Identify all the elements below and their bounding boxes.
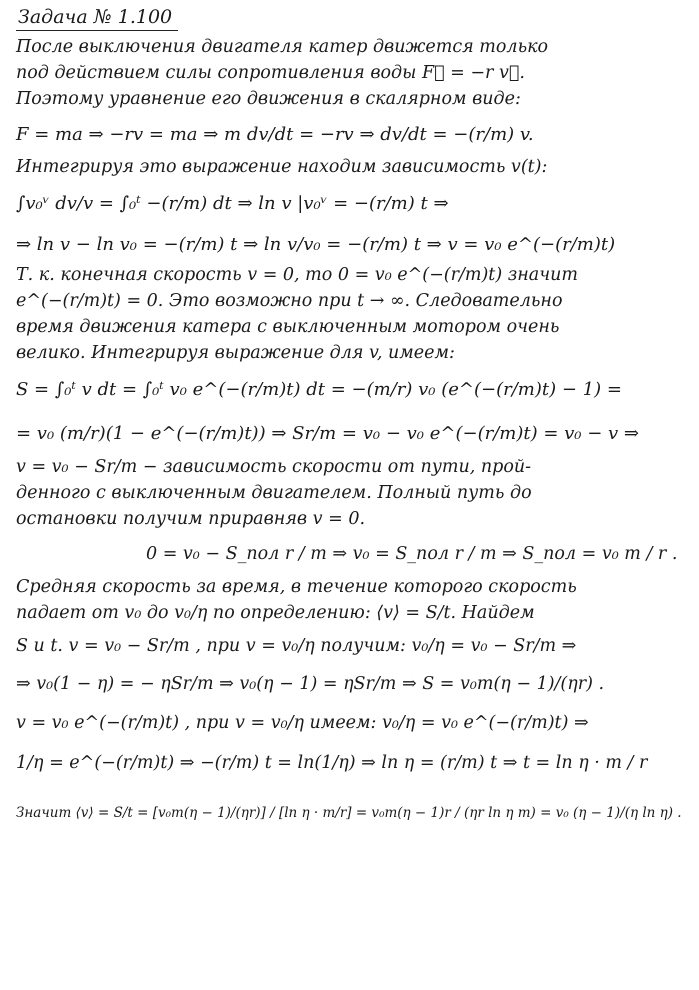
text-line-7: время движения катера с выключенным мотором очень bbox=[16, 317, 560, 338]
formula-full-path: 0 = v₀ − S_пол r / m ⇒ v₀ = S_пол r / m ⇒ S_пол = v₀ m / r . bbox=[146, 544, 678, 564]
text-line-12: Средняя скорость за время, в течение которого скорость bbox=[16, 577, 577, 598]
text-line-10: денного с выключенным двигателем. Полный путь до bbox=[16, 483, 532, 504]
text-line-6: e^(−(r/m)t) = 0. Это возможно при t → ∞. Следовательно bbox=[16, 291, 563, 312]
text-line-2: под действием силы сопротивления воды F⃗ = −r v⃗. bbox=[16, 63, 525, 84]
formula-distance-integral: S = ∫₀ᵗ v dt = ∫₀ᵗ v₀ e^(−(r/m)t) dt = −(m/r) v₀ (e^(−(r/m)t) − 1) = bbox=[16, 378, 622, 400]
formula-integration: ∫v₀ᵛ dv/v = ∫₀ᵗ −(r/m) dt ⇒ ln v |v₀ᵛ = −(r/m) t ⇒ bbox=[16, 192, 449, 214]
text-line-4: Интегрируя это выражение находим зависимость v(t): bbox=[16, 157, 548, 178]
text-line-13: падает от v₀ до v₀/η по определению: ⟨v⟩ = S/t. Найдем bbox=[16, 603, 535, 624]
text-line-8: велико. Интегрируя выражение для v, имеем: bbox=[16, 343, 455, 364]
text-line-1: После выключения двигателя катер движется только bbox=[16, 37, 549, 58]
page-title: Задача № 1.100 bbox=[16, 6, 178, 31]
text-line-11: остановки получим приравняв v = 0. bbox=[16, 509, 366, 530]
formula-average-velocity: Значит ⟨v⟩ = S/t = [v₀m(η − 1)/(ηr)] / [ln η · m/r] = v₀m(η − 1)r / (ηr ln η m) = v₀ (η − 1)/(η ln η) . bbox=[16, 805, 682, 821]
text-line-5: Т. к. конечная скорость v = 0, то 0 = v₀ e^(−(r/m)t) значит bbox=[16, 265, 578, 286]
formula-distance-result: = v₀ (m/r)(1 − e^(−(r/m)t)) ⇒ Sr/m = v₀ − v₀ e^(−(r/m)t) = v₀ − v ⇒ bbox=[16, 422, 640, 444]
formula-motion-equation: F = ma ⇒ −rv = ma ⇒ m dv/dt = −rv ⇒ dv/dt = −(r/m) v. bbox=[16, 123, 534, 145]
formula-distance-eta: ⇒ v₀(1 − η) = − ηSr/m ⇒ v₀(η − 1) = ηSr/m ⇒ S = v₀m(η − 1)/(ηr) . bbox=[16, 674, 605, 694]
formula-velocity-eta: v = v₀ e^(−(r/m)t) , при v = v₀/η имеем: v₀/η = v₀ e^(−(r/m)t) ⇒ bbox=[16, 713, 589, 733]
text-line-9: v = v₀ − Sr/m − зависимость скорости от пути, прой- bbox=[16, 457, 532, 478]
formula-s-and-t: S и t. v = v₀ − Sr/m , при v = v₀/η получим: v₀/η = v₀ − Sr/m ⇒ bbox=[16, 636, 577, 656]
formula-velocity-result: ⇒ ln v − ln v₀ = −(r/m) t ⇒ ln v/v₀ = −(r/m) t ⇒ v = v₀ e^(−(r/m)t) bbox=[16, 233, 616, 255]
text-line-3: Поэтому уравнение его движения в скалярном виде: bbox=[16, 89, 521, 110]
formula-time-eta: 1/η = e^(−(r/m)t) ⇒ −(r/m) t = ln(1/η) ⇒ ln η = (r/m) t ⇒ t = ln η · m / r bbox=[16, 753, 648, 773]
